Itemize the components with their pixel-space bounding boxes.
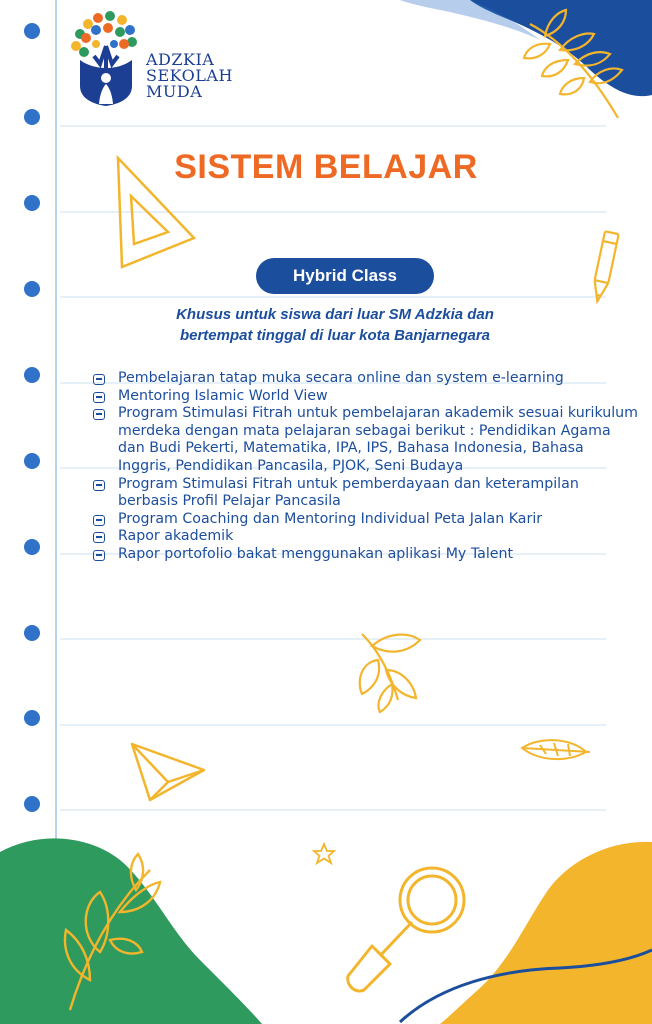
list-item-text: Rapor portofolio bakat menggunakan aplikasi My Talent (118, 545, 514, 562)
hybrid-class-badge: Hybrid Class (256, 258, 434, 294)
list-item-text: Mentoring Islamic World View (118, 387, 328, 404)
list-item-text: Program Stimulasi Fitrah untuk pemberdayaan dan keterampilan berbasis Profil Pelajar Pancasila (118, 475, 579, 510)
school-logo (66, 8, 236, 108)
page-title: SISTEM BELAJAR (174, 148, 478, 186)
list-item (92, 476, 640, 511)
checkbox-bullet-icon (93, 550, 105, 561)
checkbox-bullet-icon (93, 480, 105, 491)
checkbox-bullet-icon (93, 374, 105, 385)
logo-tree-icon (66, 8, 146, 108)
list-item (92, 370, 640, 388)
checkbox-bullet-icon (93, 409, 105, 420)
list-item-text: Rapor akademik (118, 528, 234, 545)
list-item (92, 546, 640, 564)
school-name-line-1: ADZKIA (146, 50, 215, 69)
list-item (92, 388, 640, 406)
school-name-line-3: MUDA (146, 82, 203, 101)
subtitle (100, 304, 570, 346)
list-item-text: Program Stimulasi Fitrah untuk pembelajaran akademik sesuai kurikulum merdeka dengan mata pelajaran sebagai berikut : Pendidikan Agama dan Budi Pekerti, Matematika, IPA, IPS, Bahasa Indonesia, Bahasa Inggris, Pendidikan Pancasila, PJOK, Seni Budaya (118, 405, 638, 474)
list-item (92, 405, 640, 475)
list-item-text: Pembelajaran tatap muka secara online dan system e-learning (118, 370, 564, 386)
subtitle-line-2: bertempat tinggal di luar kota Banjarnegara (179, 327, 491, 344)
program-list (92, 370, 640, 564)
school-name-line-2: SEKOLAH (146, 66, 233, 85)
checkbox-bullet-icon (93, 515, 105, 526)
subtitle-line-1: Khusus untuk siswa dari luar SM Adzkia dan (176, 306, 494, 323)
list-item (92, 511, 640, 529)
list-item-text: Program Coaching dan Mentoring Individual Peta Jalan Karir (118, 510, 543, 527)
school-name (146, 52, 233, 100)
list-item (92, 528, 640, 546)
checkbox-bullet-icon (93, 392, 105, 403)
checkbox-bullet-icon (93, 532, 105, 543)
